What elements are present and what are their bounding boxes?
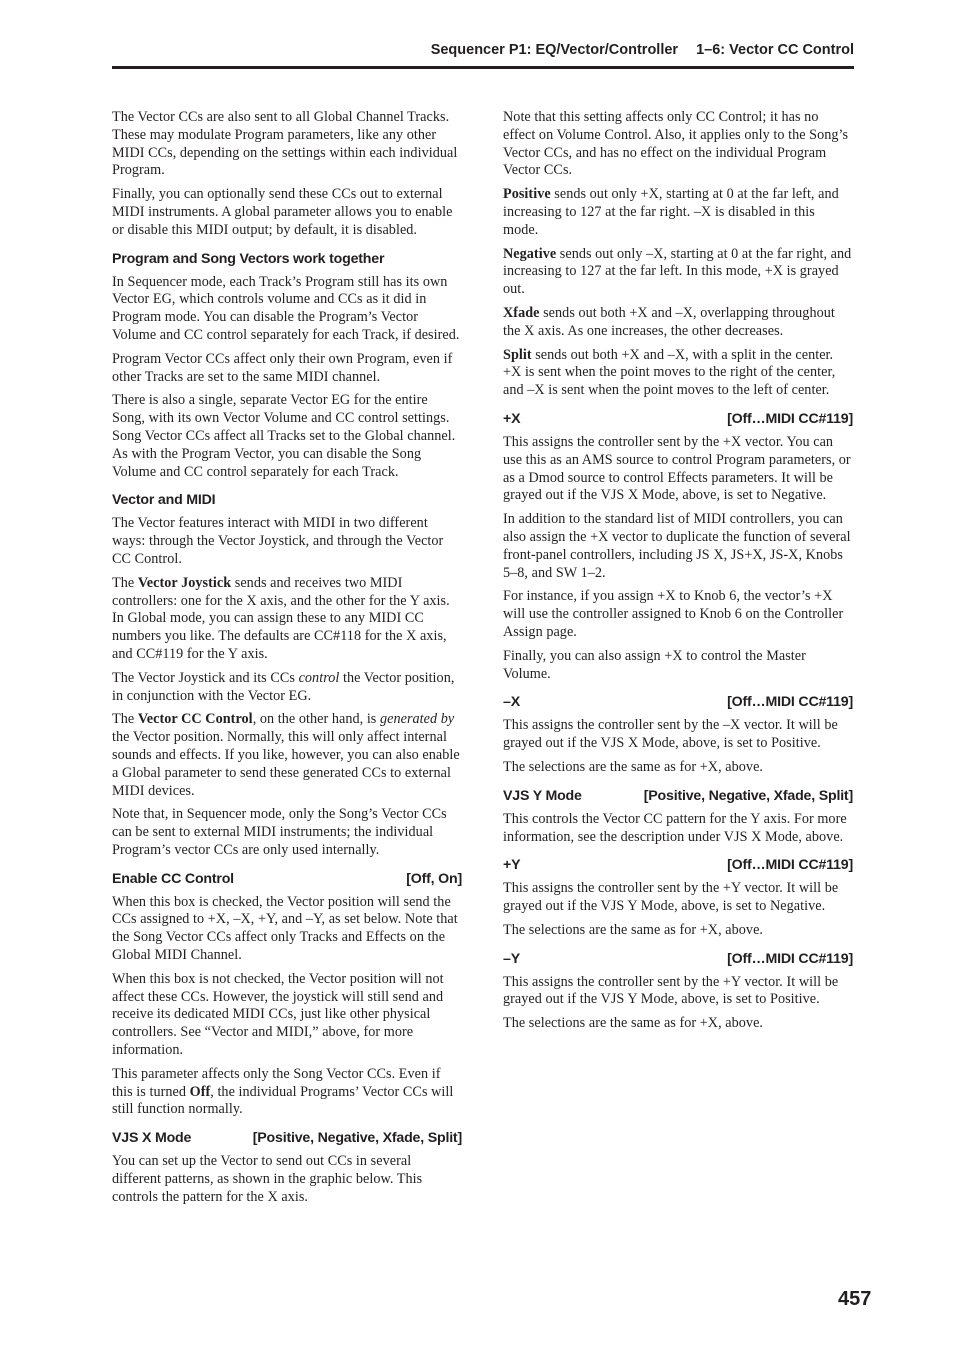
paragraph: This assigns the controller sent by the –X vector. It will be grayed out if the VJS X Mode, above, is set to Positive.: [503, 717, 838, 752]
paragraph: The Vector Joystick sends and receives two MIDI controllers: one for the X axis, and the other for the Y axis. In Global mode, you can assign these to any MIDI CC numbers you like. The defaults are CC#118 for the X axis, and CC#119 for the Y axis.: [112, 574, 450, 662]
paragraph: The Vector Joystick and its CCs control the Vector position, in conjunction with the Vector EG.: [112, 669, 455, 704]
paragraph: The Vector CC Control, on the other hand, is generated by the Vector position. Normally, this will only affect internal sounds and effects. If you like, however, you can also enable a Global parameter to send these generated CCs to external MIDI devices.: [112, 711, 460, 799]
right-column: [503, 109, 853, 1039]
param-heading-minus-x: –X [Off…MIDI CC#119]: [503, 694, 853, 711]
paragraph: You can set up the Vector to send out CCs in several different patterns, as shown in the graphic below. This controls the pattern for the X axis.: [112, 1153, 423, 1205]
param-range: [Off…MIDI CC#119]: [727, 857, 853, 874]
term-positive: Positive: [503, 186, 551, 203]
paragraph: Program Vector CCs affect only their own Program, even if other Tracks are set to the same MIDI channel.: [112, 350, 453, 385]
term-split: Split: [503, 346, 532, 363]
paragraph: Finally, you can optionally send these CCs out to external MIDI instruments. A global parameter allows you to enable or disable this MIDI output; by default, it is disabled.: [112, 186, 453, 238]
paragraph: The selections are the same as for +X, above.: [503, 921, 764, 938]
paragraph: Finally, you can also assign +X to control the Master Volume.: [503, 647, 806, 682]
term-off: Off: [189, 1083, 211, 1100]
param-heading-plus-y: +Y [Off…MIDI CC#119]: [503, 857, 853, 874]
emphasis-control: control: [298, 669, 340, 686]
paragraph: In addition to the standard list of MIDI controllers, you can also assign the +X vector to duplicate the function of several front-panel controllers, including JS X, JS+X, JS-X, Knobs 5–8, and SW 1–2.: [503, 511, 851, 581]
emphasis-generated-by: generated by: [379, 711, 455, 728]
header-section: Sequencer P1: EQ/Vector/Controller: [430, 42, 679, 58]
paragraph: In Sequencer mode, each Track’s Program still has its own Vector EG, which controls volume and CCs as it did in Program mode. You can disable the Program’s Vector Volume and CC control separately for each Track, if desired.: [112, 273, 460, 343]
param-range: [Positive, Negative, Xfade, Split]: [252, 1130, 462, 1147]
param-heading-vjs-y-mode: VJS Y Mode [Positive, Negative, Xfade, Split]: [503, 787, 853, 804]
page-number: 457: [838, 1288, 872, 1310]
paragraph: When this box is checked, the Vector position will send the CCs assigned to +X, –X, +Y, and –Y, as set below. Note that the Song Vector CCs affect only Tracks and Effects on the Global MIDI Channel.: [112, 893, 458, 964]
paragraph: When this box is not checked, the Vector position will not affect these CCs. However, the joystick will still send and receive its dedicated MIDI CCs, just like other physical controllers. See “Vector and MIDI,” above, for more information.: [112, 970, 444, 1059]
paragraph: Note that this setting affects only CC Control; it has no effect on Volume Control. Also, it applies only to the Song’s Vector CCs, and has no effect on the individual Program Vector CCs.: [503, 109, 849, 179]
paragraph: The selections are the same as for +X, above.: [503, 1015, 764, 1032]
term-negative: Negative: [503, 245, 557, 262]
paragraph: This assigns the controller sent by the +Y vector. It will be grayed out if the VJS Y Mode, above, is set to Negative.: [503, 880, 839, 915]
param-heading-vjs-x-mode: VJS X Mode [Positive, Negative, Xfade, Split]: [112, 1130, 462, 1147]
paragraph: This controls the Vector CC pattern for the Y axis. For more information, see the description under VJS X Mode, above.: [503, 810, 847, 845]
section-heading-vector-midi: Vector and MIDI: [112, 492, 216, 509]
paragraph: This assigns the controller sent by the +X vector. You can use this as an AMS source to control Program parameters, or as a Dmod source to control Effects parameters. It will be grayed out if the VJS X Mode, above, is set to Negative.: [503, 433, 851, 504]
param-range: [Off…MIDI CC#119]: [727, 694, 853, 711]
paragraph: Xfade sends out both +X and –X, overlapping throughout the X axis. As one increases, the other decreases.: [503, 304, 835, 339]
paragraph: The selections are the same as for +X, above.: [503, 758, 764, 775]
paragraph: Note that, in Sequencer mode, only the Song’s Vector CCs can be sent to external MIDI instruments; the individual Program’s vector CCs are only used internally.: [112, 806, 447, 858]
param-heading-plus-x: +X [Off…MIDI CC#119]: [503, 410, 853, 427]
paragraph: There is also a single, separate Vector EG for the entire Song, with its own Vector Volume and CC control settings. Song Vector CCs affect all Tracks set to the Global channel. As with the Program Vector, you can disable the Song Volume and CC control separately for each Track.: [112, 392, 456, 480]
paragraph: For instance, if you assign +X to Knob 6, the vector’s +X will use the controller assigned to Knob 6 on the Controller Assign page.: [503, 588, 844, 640]
header-rule: [112, 66, 854, 69]
param-heading-enable-cc-control: Enable CC Control [Off, On]: [112, 870, 462, 887]
paragraph: Positive sends out only +X, starting at 0 at the far left, and increasing to 127 at the far right. –X is disabled in this mode.: [503, 186, 839, 238]
param-range: [Positive, Negative, Xfade, Split]: [643, 787, 853, 804]
page-header: [112, 42, 854, 58]
paragraph: The Vector features interact with MIDI in two different ways: through the Vector Joystick, and through the Vector CC Control.: [112, 515, 444, 567]
param-range: [Off, On]: [406, 870, 462, 887]
header-subsection: 1–6: Vector CC Control: [696, 42, 854, 58]
paragraph: This parameter affects only the Song Vector CCs. Even if this is turned Off, the individual Programs’ Vector CCs will still function normally.: [112, 1065, 454, 1118]
param-range: [Off…MIDI CC#119]: [727, 950, 853, 967]
param-range: [Off…MIDI CC#119]: [727, 410, 853, 427]
section-heading-program-song-vectors: Program and Song Vectors work together: [112, 250, 385, 267]
paragraph: Negative sends out only –X, starting at 0 at the far right, and increasing to 127 at the far left. In this mode, +X is grayed out.: [503, 245, 852, 298]
term-xfade: Xfade: [503, 304, 540, 321]
left-column: [112, 109, 462, 1213]
term-vector-joystick: Vector Joystick: [137, 574, 232, 591]
term-vector-cc-control: Vector CC Control: [137, 711, 253, 728]
paragraph: Split sends out both +X and –X, with a split in the center. +X is sent when the point moves to the right of the center, and –X is sent when the point moves to the left of center.: [503, 346, 836, 399]
paragraph: The Vector CCs are also sent to all Global Channel Tracks. These may modulate Program parameters, like any other MIDI CCs, depending on the settings within each individual Program.: [112, 109, 458, 179]
paragraph: This assigns the controller sent by the +Y vector. It will be grayed out if the VJS Y Mode, above, is set to Positive.: [503, 973, 839, 1008]
param-heading-minus-y: –Y [Off…MIDI CC#119]: [503, 950, 853, 967]
